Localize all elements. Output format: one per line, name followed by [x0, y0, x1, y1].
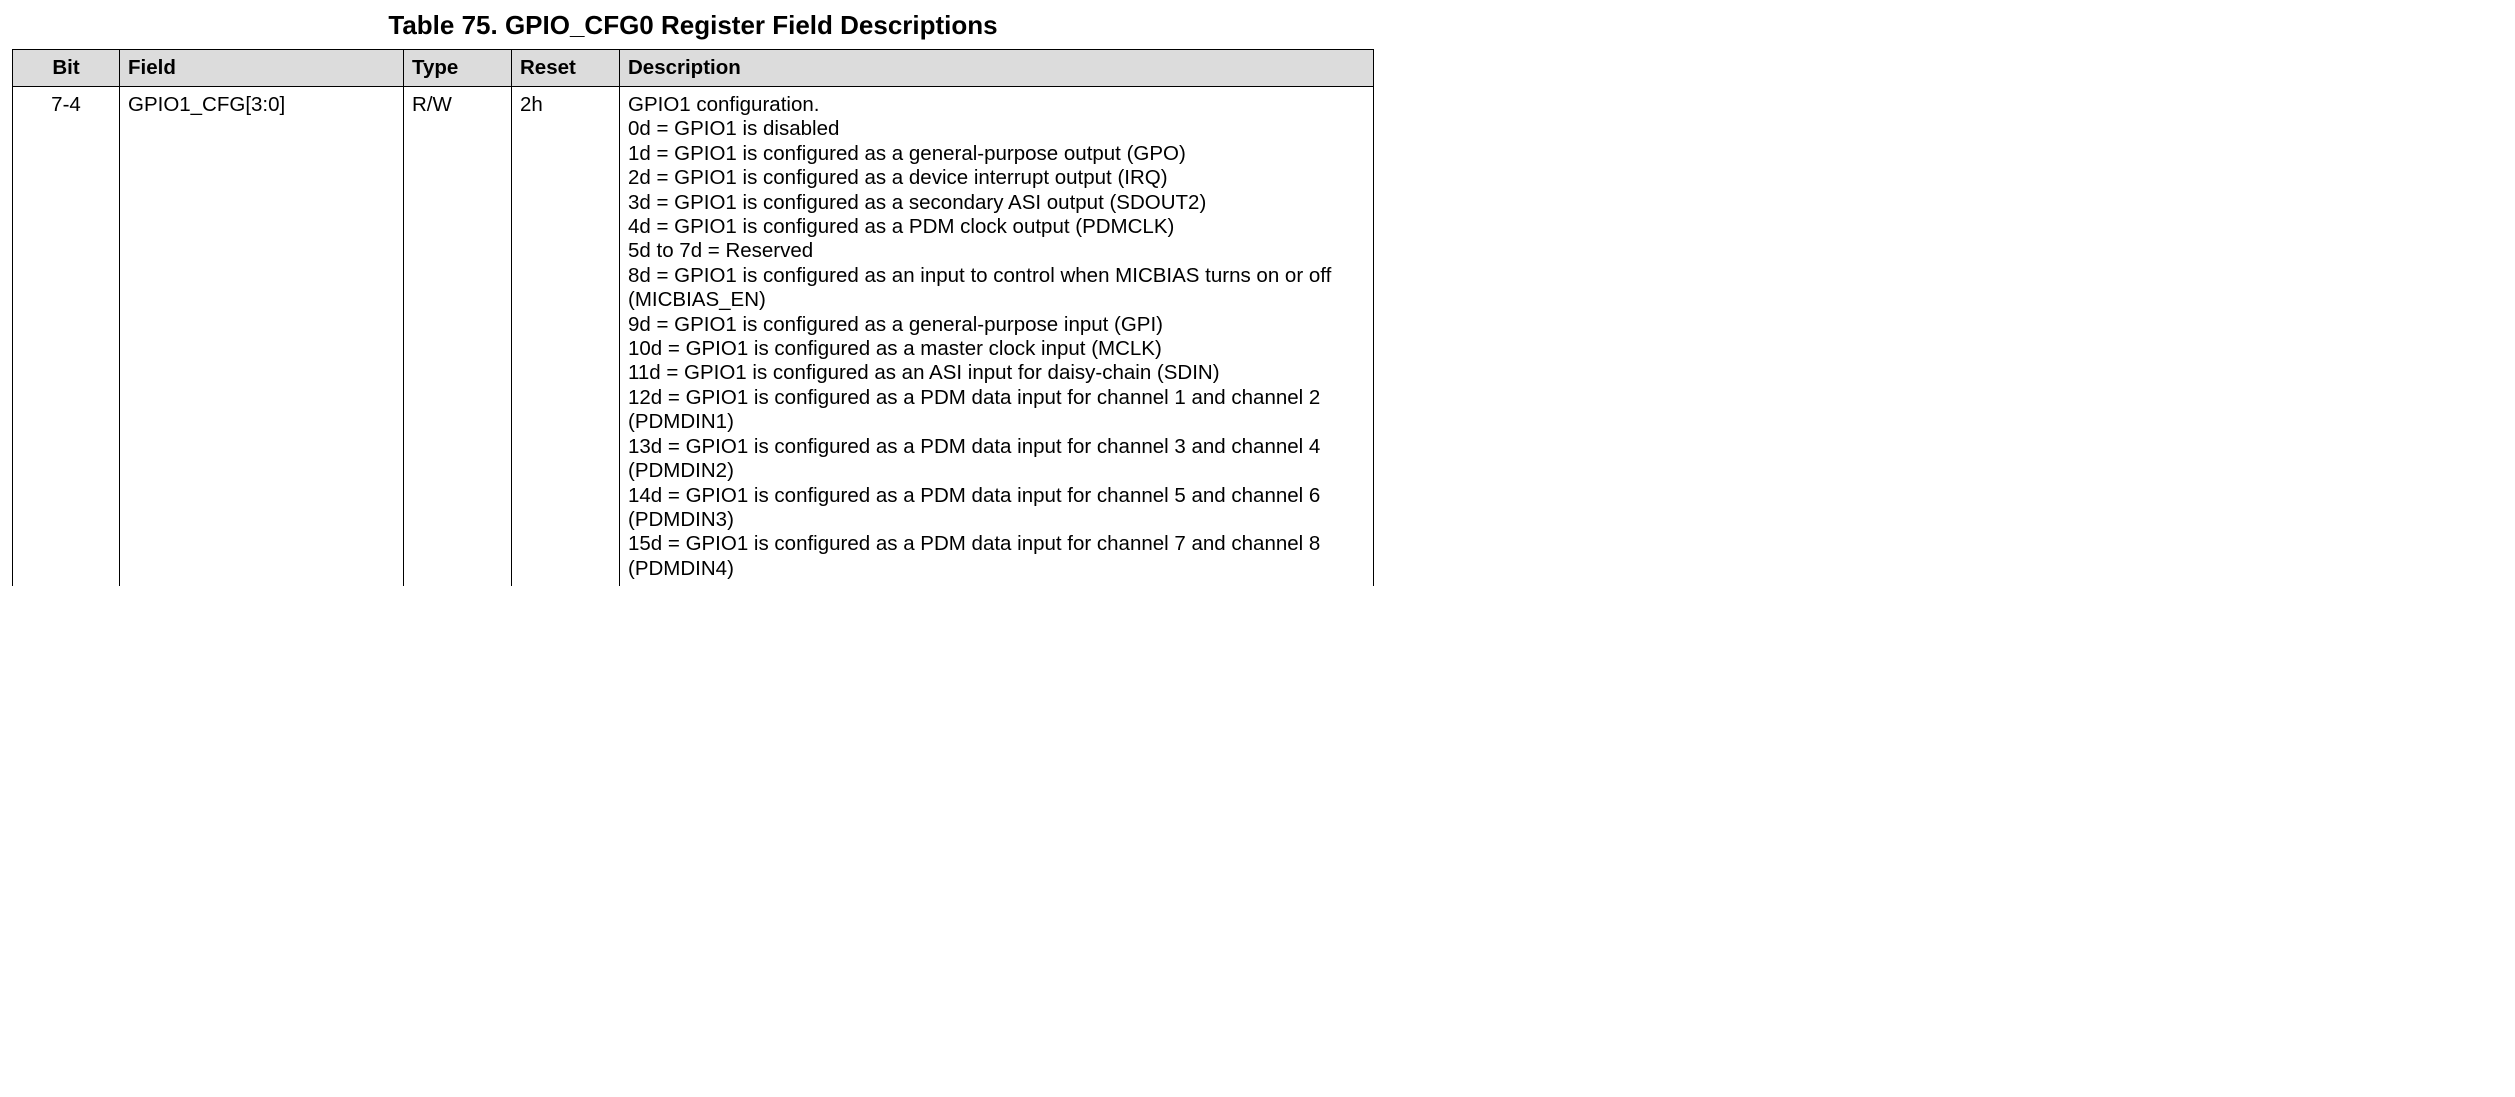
- column-header-description: Description: [620, 50, 1374, 87]
- cell-field: GPIO1_CFG[3:0]: [120, 87, 404, 587]
- table-title: Table 75. GPIO_CFG0 Register Field Descriptions: [388, 10, 998, 40]
- description-line: 13d = GPIO1 is configured as a PDM data input for channel 3 and channel 4 (PDMDIN2): [628, 434, 1321, 483]
- description-line: 5d to 7d = Reserved: [628, 239, 814, 263]
- cell-reset: 2h: [512, 87, 620, 587]
- cell-bit: 7-4: [13, 87, 120, 587]
- description-line: 1d = GPIO1 is configured as a general-purpose output (GPO): [628, 141, 1186, 165]
- description-line: 4d = GPIO1 is configured as a PDM clock output (PDMCLK): [628, 215, 1175, 239]
- description-line: 2d = GPIO1 is configured as a device interrupt output (IRQ): [628, 166, 1168, 190]
- table-row: [13, 87, 1374, 587]
- description-line: GPIO1 configuration.: [628, 93, 820, 116]
- column-header-type: Type: [404, 50, 512, 87]
- table-header-row: [13, 50, 1374, 87]
- column-header-bit: Bit: [13, 50, 120, 87]
- description-line: 8d = GPIO1 is configured as an input to control when MICBIAS turns on or off (MICBIAS_EN): [628, 263, 1332, 312]
- description-line: 9d = GPIO1 is configured as a general-purpose input (GPI): [628, 312, 1164, 336]
- description-line: 0d = GPIO1 is disabled: [628, 117, 840, 141]
- description-line: 3d = GPIO1 is configured as a secondary ASI output (SDOUT2): [628, 190, 1207, 214]
- cell-type: R/W: [404, 87, 512, 587]
- description-line: 10d = GPIO1 is configured as a master clock input (MCLK): [628, 337, 1162, 361]
- description-line: 12d = GPIO1 is configured as a PDM data input for channel 1 and channel 2 (PDMDIN1): [628, 385, 1321, 434]
- register-field-table: [12, 49, 1374, 586]
- column-header-reset: Reset: [512, 50, 620, 87]
- description-line: 15d = GPIO1 is configured as a PDM data input for channel 7 and channel 8 (PDMDIN4): [628, 532, 1321, 580]
- description-line: 14d = GPIO1 is configured as a PDM data input for channel 5 and channel 6 (PDMDIN3): [628, 483, 1321, 531]
- description-line: 11d = GPIO1 is configured as an ASI input for daisy-chain (SDIN): [628, 361, 1220, 385]
- cell-description: [620, 87, 1374, 587]
- column-header-field: Field: [120, 50, 404, 87]
